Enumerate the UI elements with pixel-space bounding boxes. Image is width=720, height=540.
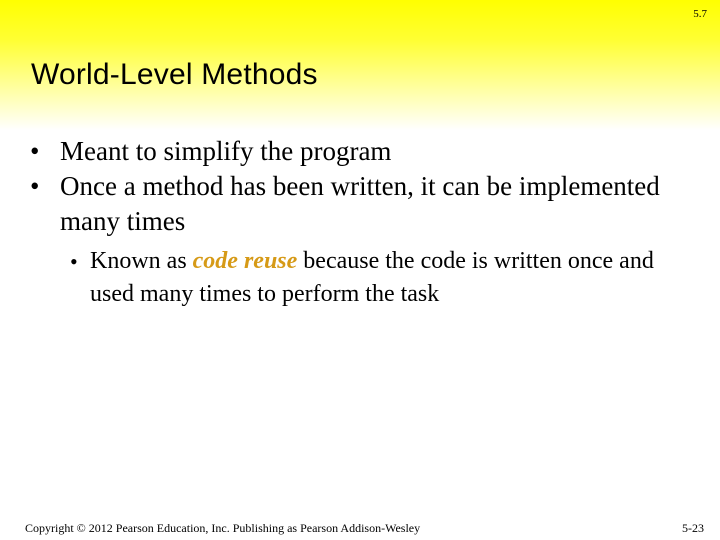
bullet-icon: • xyxy=(30,171,40,201)
sub-bullet-item xyxy=(60,245,670,311)
footer-copyright: Copyright © 2012 Pearson Education, Inc. Publishing as Pearson Addison-Wesley xyxy=(25,521,421,535)
bullet-item xyxy=(30,169,670,239)
footer-page-number: 5-23 xyxy=(682,521,704,535)
sub-bullet-emphasis: code reuse xyxy=(192,248,298,274)
bullet-item xyxy=(30,134,670,169)
bullet-text: Meant to simplify the program xyxy=(60,136,392,166)
bullet-list xyxy=(30,134,670,311)
sub-bullet-icon: • xyxy=(70,249,78,274)
section-number: 5.7 xyxy=(693,8,707,20)
slide-title: World-Level Methods xyxy=(31,58,318,91)
sub-bullet-prefix: Known as xyxy=(90,248,193,274)
bullet-text: Once a method has been written, it can be implemented many times xyxy=(60,171,660,236)
bullet-icon: • xyxy=(30,136,40,166)
sub-bullet-suffix: because the code is written once and used many times to perform the task xyxy=(90,248,654,307)
